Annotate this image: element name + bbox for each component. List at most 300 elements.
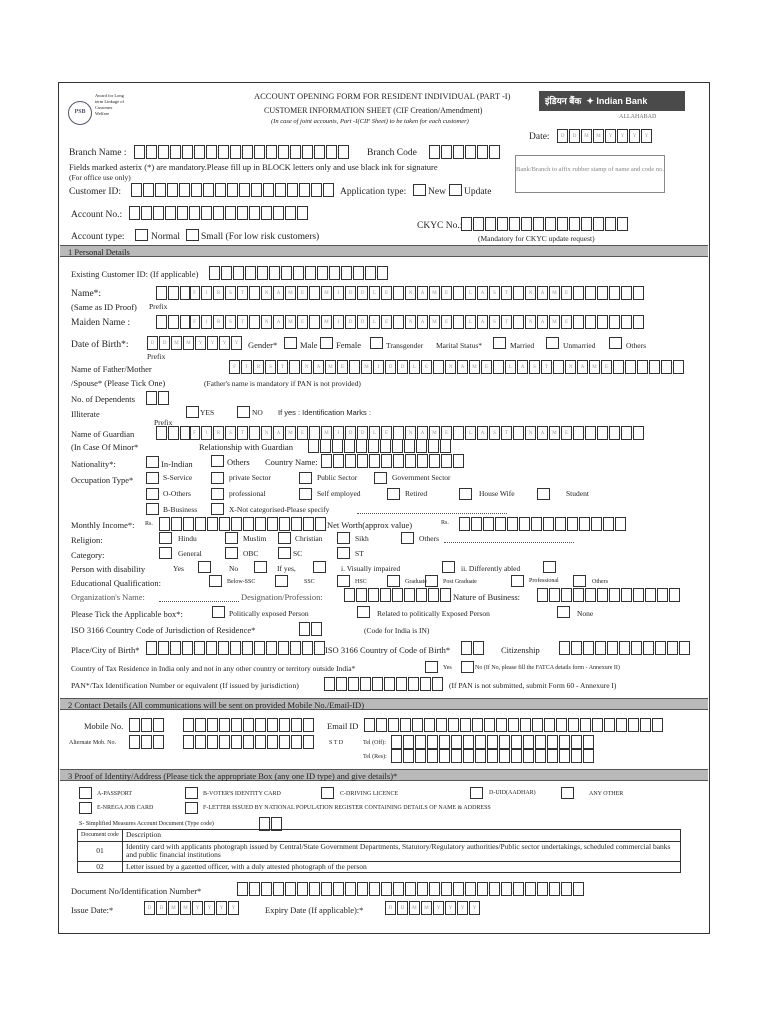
char-box[interactable] (267, 718, 278, 732)
char-box[interactable] (569, 217, 580, 231)
char-box[interactable]: M (429, 315, 440, 329)
name-field[interactable] (189, 286, 645, 300)
net-worth-field[interactable] (459, 517, 627, 531)
char-box[interactable] (487, 749, 498, 763)
char-box[interactable] (652, 718, 663, 732)
char-box[interactable]: L (465, 315, 476, 329)
maiden-prefix-field[interactable] (156, 315, 192, 329)
char-box[interactable] (158, 391, 169, 405)
char-box[interactable]: E (381, 315, 392, 329)
retired-checkbox[interactable] (387, 488, 400, 500)
char-box[interactable] (341, 266, 352, 280)
char-box[interactable] (497, 217, 508, 231)
citizenship-field[interactable] (559, 641, 691, 655)
char-box[interactable] (432, 677, 443, 691)
char-box[interactable] (495, 517, 506, 531)
char-box[interactable]: L (409, 360, 420, 374)
obc-checkbox[interactable] (225, 547, 238, 559)
char-box[interactable] (368, 588, 379, 602)
char-box[interactable] (159, 517, 170, 531)
char-box[interactable] (377, 266, 388, 280)
char-box[interactable]: I (241, 360, 252, 374)
char-box[interactable]: S (489, 426, 500, 440)
char-box[interactable] (463, 749, 474, 763)
char-box[interactable] (496, 718, 507, 732)
char-box[interactable] (231, 517, 242, 531)
char-box[interactable]: A (537, 315, 548, 329)
char-box[interactable] (189, 206, 200, 220)
unmarried-checkbox[interactable] (546, 337, 559, 349)
char-box[interactable] (571, 641, 582, 655)
char-box[interactable] (225, 206, 236, 220)
char-box[interactable] (195, 517, 206, 531)
iso-residence-field[interactable] (299, 622, 323, 636)
char-box[interactable] (568, 718, 579, 732)
char-box[interactable]: D (397, 360, 408, 374)
char-box[interactable] (417, 454, 428, 468)
char-box[interactable] (293, 266, 304, 280)
char-box[interactable] (153, 718, 164, 732)
char-box[interactable]: T (501, 315, 512, 329)
char-box[interactable] (461, 217, 472, 231)
char-box[interactable] (320, 439, 331, 453)
mobile-country-code[interactable] (129, 718, 165, 732)
char-box[interactable] (511, 735, 522, 749)
char-box[interactable]: A (417, 286, 428, 300)
char-box[interactable] (171, 517, 182, 531)
graduate-checkbox[interactable] (387, 575, 400, 587)
char-box[interactable] (349, 360, 360, 374)
char-box[interactable] (381, 882, 392, 896)
char-box[interactable]: L (369, 286, 380, 300)
char-box[interactable] (141, 206, 152, 220)
char-box[interactable] (605, 217, 616, 231)
char-box[interactable] (317, 266, 328, 280)
char-box[interactable] (146, 391, 157, 405)
general-checkbox[interactable] (159, 547, 172, 559)
char-box[interactable]: D (357, 286, 368, 300)
char-box[interactable]: S (225, 426, 236, 440)
dependents-field[interactable] (146, 391, 170, 405)
char-box[interactable] (357, 454, 368, 468)
hsc-checkbox[interactable] (337, 575, 350, 587)
char-box[interactable]: T (237, 426, 248, 440)
char-box[interactable]: Y (216, 901, 227, 915)
char-box[interactable] (303, 517, 314, 531)
char-box[interactable] (345, 454, 356, 468)
guardian-prefix-field[interactable] (156, 426, 192, 440)
char-box[interactable] (616, 718, 627, 732)
char-box[interactable] (461, 641, 472, 655)
char-box[interactable] (237, 206, 248, 220)
char-box[interactable] (465, 882, 476, 896)
char-box[interactable] (429, 882, 440, 896)
char-box[interactable] (207, 735, 218, 749)
char-box[interactable] (669, 588, 680, 602)
alt-mobile-country-code[interactable] (129, 735, 165, 749)
char-box[interactable] (573, 315, 584, 329)
char-box[interactable] (532, 718, 543, 732)
char-box[interactable] (513, 426, 524, 440)
char-box[interactable] (311, 622, 322, 636)
char-box[interactable] (661, 360, 672, 374)
char-box[interactable] (509, 217, 520, 231)
char-box[interactable] (263, 183, 274, 197)
char-box[interactable]: D (144, 901, 155, 915)
npr-letter-checkbox[interactable] (185, 802, 198, 814)
char-box[interactable] (424, 718, 435, 732)
char-box[interactable]: M (321, 426, 332, 440)
char-box[interactable] (459, 517, 470, 531)
char-box[interactable]: M (180, 901, 191, 915)
char-box[interactable] (372, 677, 383, 691)
char-box[interactable] (249, 426, 260, 440)
char-box[interactable] (254, 145, 265, 159)
char-box[interactable] (559, 749, 570, 763)
char-box[interactable]: I (333, 286, 344, 300)
char-box[interactable] (531, 517, 542, 531)
char-box[interactable] (595, 641, 606, 655)
christian-checkbox[interactable] (278, 532, 291, 544)
government-sector-checkbox[interactable] (374, 472, 387, 484)
char-box[interactable] (439, 749, 450, 763)
char-box[interactable]: Y (231, 336, 242, 350)
char-box[interactable]: E (441, 286, 452, 300)
char-box[interactable] (557, 217, 568, 231)
char-box[interactable] (523, 749, 534, 763)
char-box[interactable] (453, 454, 464, 468)
char-box[interactable] (329, 266, 340, 280)
char-box[interactable]: S (225, 315, 236, 329)
char-box[interactable] (321, 454, 332, 468)
char-box[interactable] (420, 677, 431, 691)
transgender-checkbox[interactable] (370, 337, 383, 349)
char-box[interactable] (191, 183, 202, 197)
date-field[interactable] (557, 129, 653, 143)
char-box[interactable]: E (561, 426, 572, 440)
char-box[interactable] (209, 266, 220, 280)
char-box[interactable] (535, 735, 546, 749)
disability-yes-checkbox[interactable] (198, 561, 211, 573)
char-box[interactable] (404, 439, 415, 453)
char-box[interactable] (583, 735, 594, 749)
char-box[interactable] (368, 439, 379, 453)
char-box[interactable]: N (445, 360, 456, 374)
expiry-date-field[interactable] (385, 901, 481, 915)
char-box[interactable] (291, 517, 302, 531)
char-box[interactable] (581, 217, 592, 231)
char-box[interactable] (131, 183, 142, 197)
muslim-checkbox[interactable] (225, 532, 238, 544)
char-box[interactable] (323, 183, 334, 197)
char-box[interactable] (243, 735, 254, 749)
char-box[interactable] (388, 718, 399, 732)
char-box[interactable]: I (333, 315, 344, 329)
char-box[interactable] (381, 454, 392, 468)
char-box[interactable] (299, 622, 310, 636)
char-box[interactable] (357, 882, 368, 896)
relationship-field[interactable] (308, 439, 452, 453)
char-box[interactable] (279, 517, 290, 531)
char-box[interactable] (219, 718, 230, 732)
name-prefix-field[interactable] (156, 286, 192, 300)
char-box[interactable] (297, 882, 308, 896)
char-box[interactable]: T (237, 315, 248, 329)
char-box[interactable] (433, 360, 444, 374)
char-box[interactable] (621, 426, 632, 440)
driving-licence-checkbox[interactable] (321, 787, 334, 799)
char-box[interactable] (417, 882, 428, 896)
b-business-checkbox[interactable] (146, 503, 159, 515)
char-box[interactable] (513, 315, 524, 329)
char-box[interactable]: Y (469, 901, 480, 915)
char-box[interactable]: N (405, 426, 416, 440)
char-box[interactable] (451, 749, 462, 763)
char-box[interactable]: E (297, 426, 308, 440)
char-box[interactable] (499, 749, 510, 763)
char-box[interactable] (633, 286, 644, 300)
char-box[interactable]: A (537, 286, 548, 300)
char-box[interactable]: M (285, 286, 296, 300)
char-box[interactable] (393, 426, 404, 440)
char-box[interactable]: M (429, 426, 440, 440)
char-box[interactable] (167, 183, 178, 197)
char-box[interactable] (416, 588, 427, 602)
char-box[interactable] (321, 882, 332, 896)
char-box[interactable] (305, 266, 316, 280)
char-box[interactable] (279, 718, 290, 732)
char-box[interactable] (392, 588, 403, 602)
char-box[interactable] (427, 735, 438, 749)
char-box[interactable] (369, 454, 380, 468)
char-box[interactable] (405, 882, 416, 896)
char-box[interactable] (249, 315, 260, 329)
char-box[interactable] (302, 641, 313, 655)
char-box[interactable]: D (147, 336, 158, 350)
char-box[interactable]: E (481, 360, 492, 374)
char-box[interactable] (376, 718, 387, 732)
char-box[interactable] (513, 286, 524, 300)
char-box[interactable] (580, 718, 591, 732)
char-box[interactable]: M (171, 336, 182, 350)
char-box[interactable] (344, 588, 355, 602)
char-box[interactable] (249, 286, 260, 300)
char-box[interactable] (218, 641, 229, 655)
char-box[interactable] (403, 749, 414, 763)
char-box[interactable]: Y (641, 129, 652, 143)
char-box[interactable]: F (189, 426, 200, 440)
char-box[interactable]: M (183, 336, 194, 350)
char-box[interactable]: N (525, 286, 536, 300)
char-box[interactable] (603, 517, 614, 531)
char-box[interactable] (475, 749, 486, 763)
char-box[interactable] (408, 677, 419, 691)
char-box[interactable] (336, 677, 347, 691)
char-box[interactable] (183, 517, 194, 531)
char-box[interactable] (165, 206, 176, 220)
char-box[interactable]: N (565, 360, 576, 374)
char-box[interactable]: R (213, 286, 224, 300)
char-box[interactable]: E (561, 286, 572, 300)
char-box[interactable] (597, 286, 608, 300)
char-box[interactable] (168, 426, 179, 440)
char-box[interactable]: S (225, 286, 236, 300)
sc-checkbox[interactable] (278, 547, 291, 559)
char-box[interactable] (344, 439, 355, 453)
dob-field[interactable] (147, 336, 243, 350)
char-box[interactable] (314, 145, 325, 159)
char-box[interactable]: L (505, 360, 516, 374)
char-box[interactable] (513, 882, 524, 896)
char-box[interactable] (278, 641, 289, 655)
char-box[interactable] (583, 749, 594, 763)
char-box[interactable] (617, 217, 628, 231)
char-box[interactable] (360, 677, 371, 691)
char-box[interactable] (275, 183, 286, 197)
disability-no-checkbox[interactable] (254, 561, 267, 573)
char-box[interactable]: D (385, 360, 396, 374)
char-box[interactable] (194, 641, 205, 655)
char-box[interactable]: F (189, 315, 200, 329)
char-box[interactable] (507, 517, 518, 531)
char-box[interactable] (597, 426, 608, 440)
char-box[interactable]: L (465, 426, 476, 440)
char-box[interactable]: T (541, 360, 552, 374)
male-checkbox[interactable] (284, 337, 297, 349)
char-box[interactable]: D (357, 315, 368, 329)
char-box[interactable] (201, 206, 212, 220)
char-box[interactable] (245, 266, 256, 280)
char-box[interactable]: N (261, 426, 272, 440)
char-box[interactable]: E (297, 286, 308, 300)
normal-checkbox[interactable] (135, 229, 148, 241)
char-box[interactable]: I (201, 315, 212, 329)
char-box[interactable] (484, 718, 495, 732)
account-no-field[interactable] (129, 206, 309, 220)
char-box[interactable] (356, 588, 367, 602)
char-box[interactable] (297, 206, 308, 220)
char-box[interactable]: S (529, 360, 540, 374)
char-box[interactable] (380, 588, 391, 602)
char-box[interactable] (533, 217, 544, 231)
char-box[interactable]: D (345, 315, 356, 329)
differently-abled-checkbox[interactable] (543, 561, 556, 573)
char-box[interactable]: M (361, 360, 372, 374)
char-box[interactable] (285, 206, 296, 220)
char-box[interactable] (249, 206, 260, 220)
char-box[interactable] (637, 360, 648, 374)
char-box[interactable]: D (156, 901, 167, 915)
char-box[interactable] (279, 735, 290, 749)
char-box[interactable] (673, 360, 684, 374)
char-box[interactable] (439, 735, 450, 749)
char-box[interactable]: N (261, 315, 272, 329)
char-box[interactable] (428, 439, 439, 453)
char-box[interactable]: S (489, 315, 500, 329)
char-box[interactable]: M (589, 360, 600, 374)
char-box[interactable] (453, 882, 464, 896)
char-box[interactable]: R (213, 426, 224, 440)
char-box[interactable] (134, 145, 145, 159)
char-box[interactable] (415, 749, 426, 763)
char-box[interactable]: E (441, 426, 452, 440)
char-box[interactable] (333, 882, 344, 896)
char-box[interactable]: Y (605, 129, 616, 143)
ckyc-no-field[interactable] (461, 217, 629, 231)
char-box[interactable]: D (159, 336, 170, 350)
char-box[interactable] (621, 286, 632, 300)
char-box[interactable] (549, 588, 560, 602)
char-box[interactable]: S (489, 286, 500, 300)
female-checkbox[interactable] (320, 337, 333, 349)
char-box[interactable] (473, 217, 484, 231)
char-box[interactable]: E (561, 315, 572, 329)
char-box[interactable] (643, 641, 654, 655)
char-box[interactable] (156, 286, 167, 300)
char-box[interactable] (525, 882, 536, 896)
char-box[interactable] (299, 183, 310, 197)
char-box[interactable] (555, 517, 566, 531)
char-box[interactable] (393, 454, 404, 468)
char-box[interactable] (243, 517, 254, 531)
char-box[interactable] (501, 882, 512, 896)
char-box[interactable] (499, 735, 510, 749)
char-box[interactable] (195, 735, 206, 749)
char-box[interactable] (203, 183, 214, 197)
char-box[interactable]: M (469, 360, 480, 374)
char-box[interactable] (645, 588, 656, 602)
char-box[interactable] (667, 641, 678, 655)
char-box[interactable]: E (421, 360, 432, 374)
char-box[interactable]: D (357, 426, 368, 440)
char-box[interactable]: E (381, 286, 392, 300)
monthly-income-field[interactable] (159, 517, 327, 531)
new-checkbox[interactable] (413, 184, 426, 196)
char-box[interactable]: L (369, 315, 380, 329)
char-box[interactable] (393, 315, 404, 329)
st-checkbox[interactable] (337, 547, 350, 559)
char-box[interactable] (559, 735, 570, 749)
char-box[interactable]: R (213, 315, 224, 329)
char-box[interactable] (559, 641, 570, 655)
char-box[interactable]: A (457, 360, 468, 374)
char-box[interactable] (593, 217, 604, 231)
char-box[interactable]: I (333, 426, 344, 440)
char-box[interactable] (348, 677, 359, 691)
post-graduate-checkbox[interactable] (425, 575, 438, 587)
char-box[interactable]: D (397, 901, 408, 915)
char-box[interactable] (158, 145, 169, 159)
char-box[interactable] (303, 735, 314, 749)
char-box[interactable] (465, 145, 476, 159)
char-box[interactable] (440, 588, 451, 602)
alt-mobile-field[interactable] (183, 735, 315, 749)
char-box[interactable] (403, 735, 414, 749)
char-box[interactable] (679, 641, 690, 655)
char-box[interactable] (129, 206, 140, 220)
char-box[interactable]: L (369, 426, 380, 440)
char-box[interactable] (415, 735, 426, 749)
char-box[interactable] (391, 749, 402, 763)
char-box[interactable]: D (345, 426, 356, 440)
char-box[interactable] (441, 882, 452, 896)
father-name-field[interactable] (229, 360, 685, 374)
char-box[interactable]: Y (207, 336, 218, 350)
char-box[interactable]: E (381, 426, 392, 440)
char-box[interactable] (511, 749, 522, 763)
char-box[interactable] (585, 286, 596, 300)
char-box[interactable] (477, 882, 488, 896)
